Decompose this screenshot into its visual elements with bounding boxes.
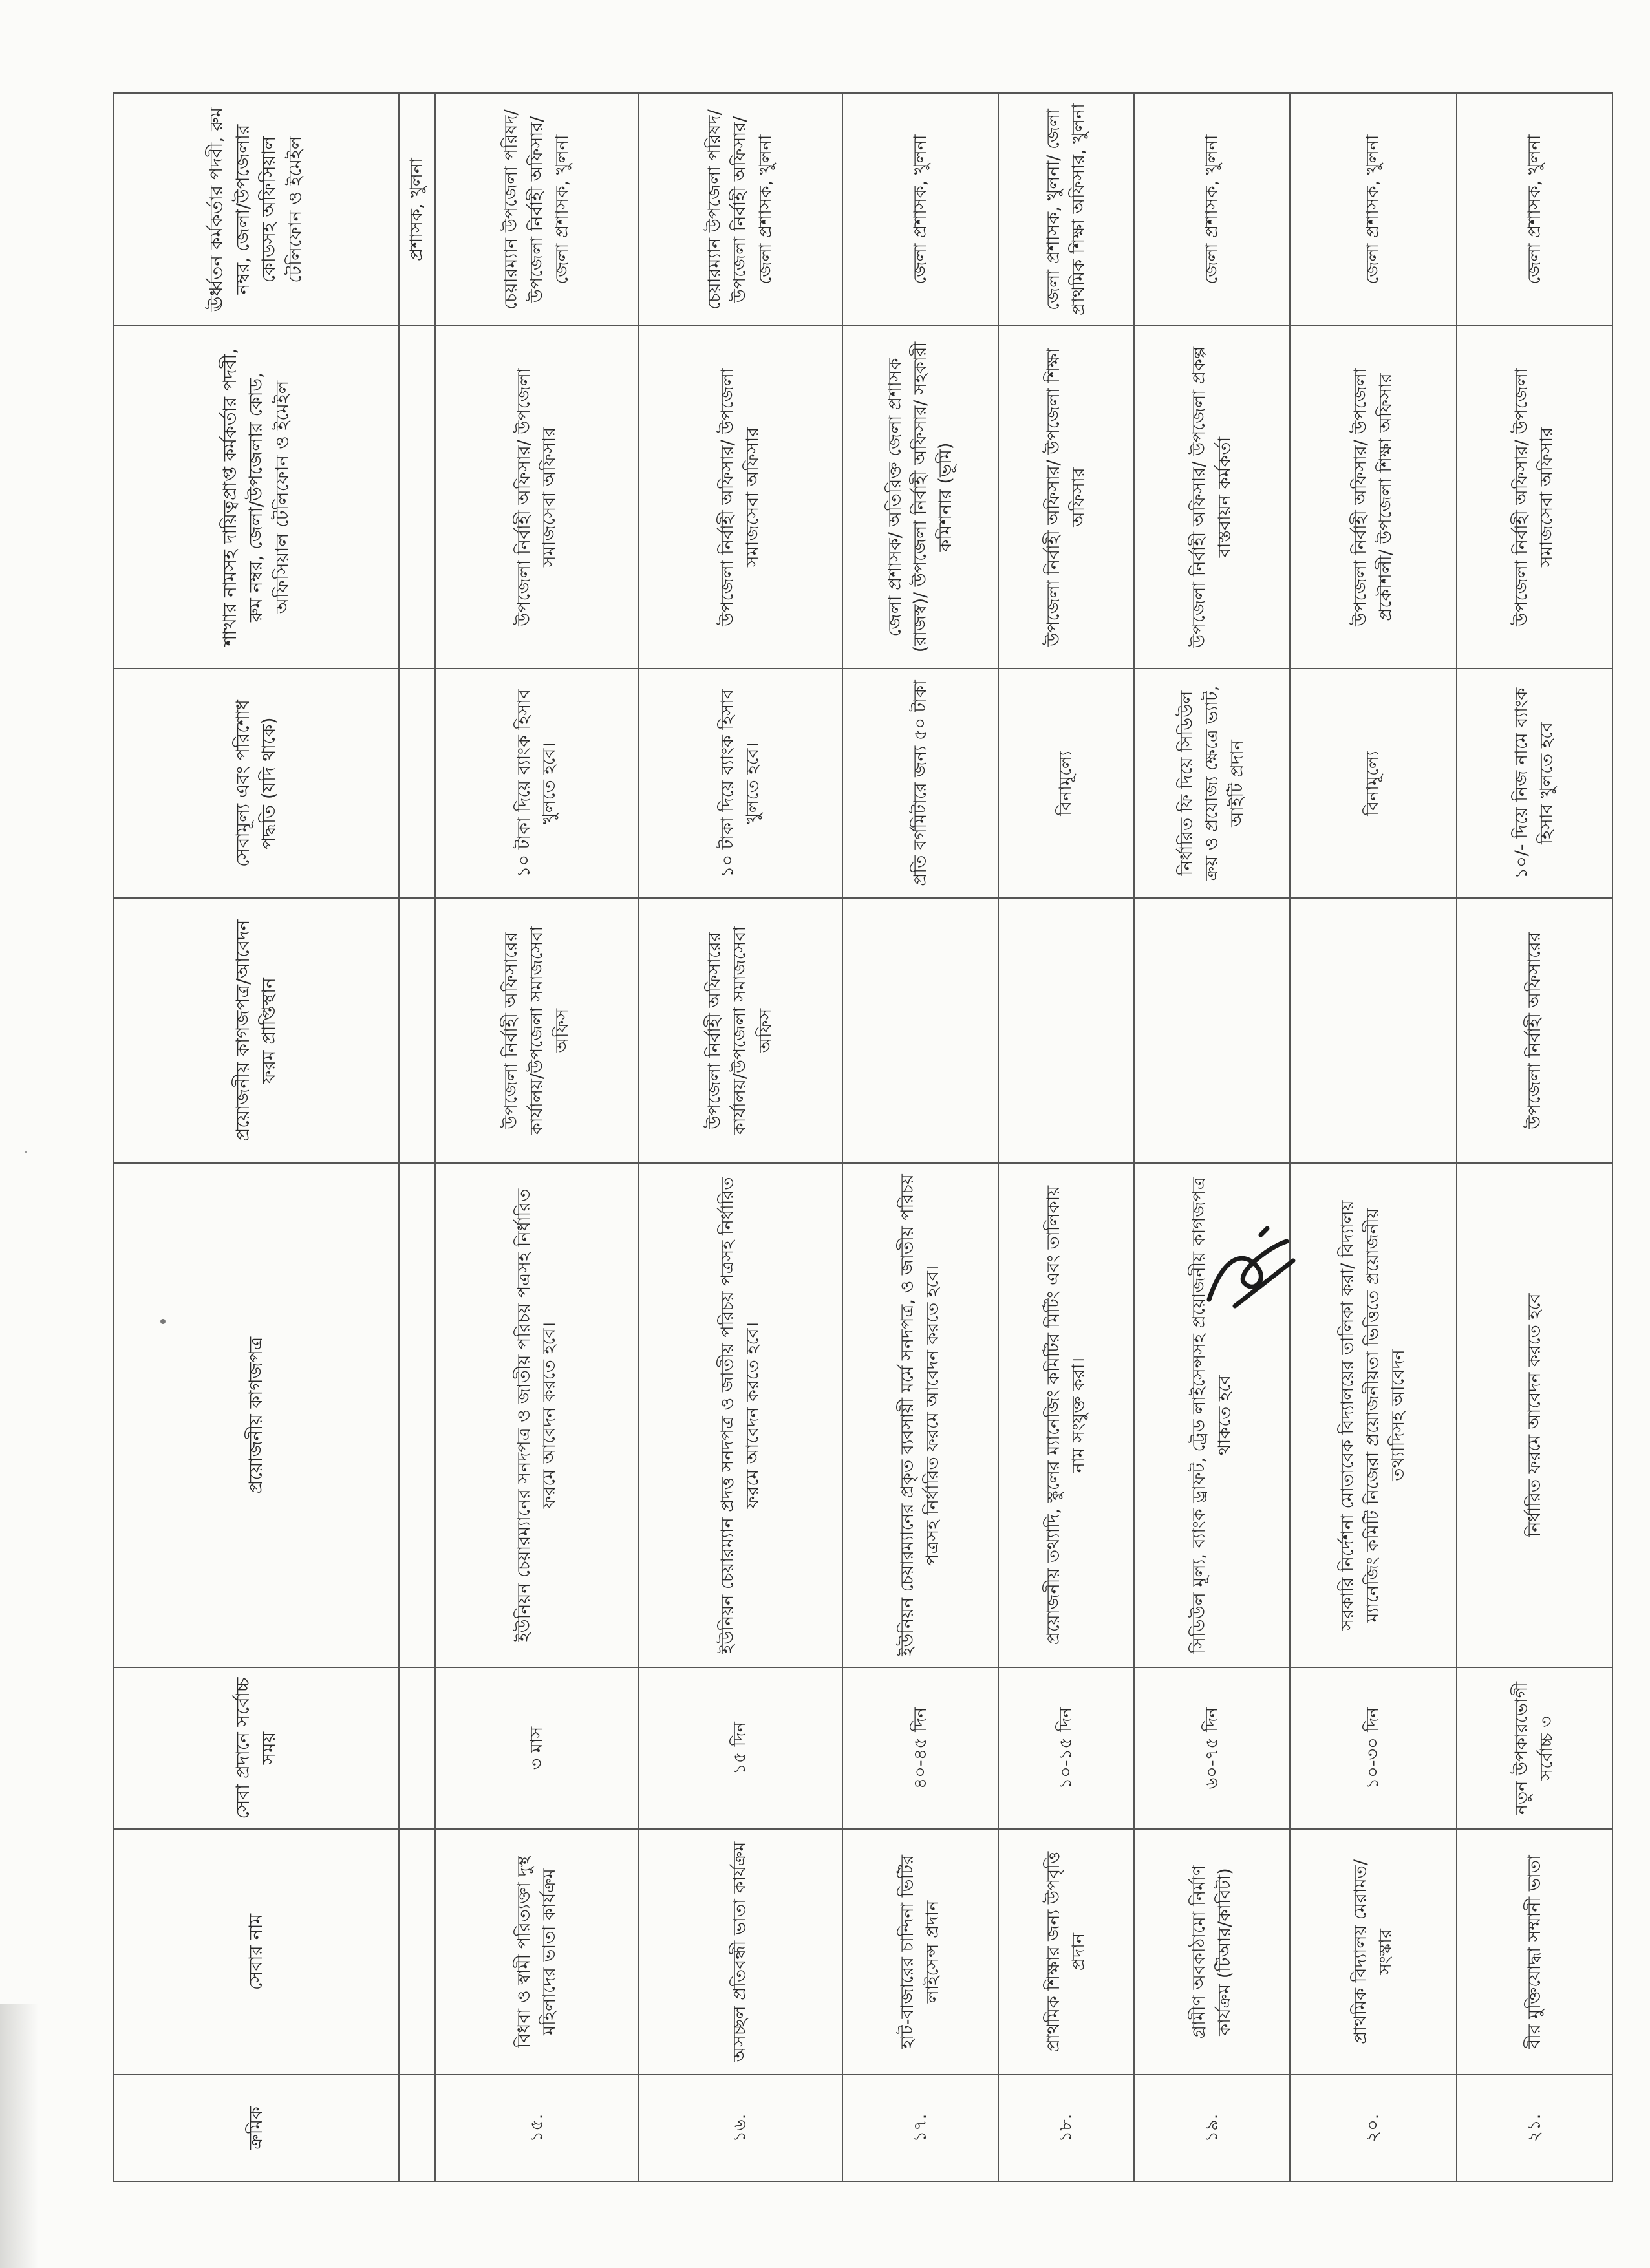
row-max-time: ৩ মাস xyxy=(435,1667,639,1829)
header-serial: ক্রমিক xyxy=(114,2075,399,2181)
row-superior: জেলা প্রশাসক, খুলনা xyxy=(1457,93,1612,326)
row-superior: জেলা প্রশাসক, খুলনা xyxy=(1134,93,1290,326)
table-row xyxy=(639,93,842,2181)
row-forms xyxy=(1290,898,1456,1163)
row-fee: ১০ টাকা দিয়ে ব্যাংক হিসাব খুলতে হবে। xyxy=(639,669,842,898)
row-serial: ১৬. xyxy=(639,2075,842,2181)
row-serial: ১৯. xyxy=(1134,2075,1290,2181)
row-fee: বিনামূল্যে xyxy=(998,669,1134,898)
row-fee: প্রতি বর্গমিটারে জন্য ৫০ টাকা xyxy=(842,669,998,898)
row-officer: উপজেলা নির্বাহী অফিসার/ উপজেলা সমাজসেবা অফিসার xyxy=(639,326,842,669)
carry-over-superior: প্রশাসক, খুলনা xyxy=(399,93,435,326)
header-forms: প্রয়োজনীয় কাগজপত্র/আবেদন ফরম প্রাপ্তিস্থান xyxy=(114,898,399,1163)
service-table xyxy=(113,92,1613,2182)
table-cell xyxy=(399,2075,435,2181)
row-officer: উপজেলা নির্বাহী অফিসার/ উপজেলা প্রকৌশলী/ উপজেলা শিক্ষা অফিসার xyxy=(1290,326,1456,669)
row-forms xyxy=(842,898,998,1163)
row-documents: ইউনিয়ন চেয়ারম্যানের সনদপত্র ও জাতীয় পরিচয় পত্রসহ নির্ধারিত ফরমে আবেদন করতে হবে। xyxy=(435,1163,639,1667)
row-fee: বিনামূল্যে xyxy=(1290,669,1456,898)
header-fee: সেবামূল্য এবং পরিশোধ পদ্ধতি (যদি থাকে) xyxy=(114,669,399,898)
row-officer: উপজেলা নির্বাহী অফিসার/ উপজেলা সমাজসেবা অফিসার xyxy=(435,326,639,669)
row-max-time: নতুন উপকারভোগী সর্বোচ্চ ৩ xyxy=(1457,1667,1612,1829)
row-superior: চেয়ারম্যান উপজেলা পরিষদ/ উপজেলা নির্বাহী অফিসার/ জেলা প্রশাসক, খুলনা xyxy=(435,93,639,326)
row-documents: ইউনিয়ন চেয়ারম্যান প্রদত্ত সনদপত্র ও জাতীয় পরিচয় পত্রসহ নির্ধারিত ফরমে আবেদন করতে হবে। xyxy=(639,1163,842,1667)
row-forms: উপজেলা নির্বাহী অফিসারের xyxy=(1457,898,1612,1163)
page-edge-shadow xyxy=(0,2004,39,2268)
row-max-time: ৪০-৪৫ দিন xyxy=(842,1667,998,1829)
row-documents: নির্ধারিত ফরমে আবেদন করতে হবে xyxy=(1457,1163,1612,1667)
row-service-name: অসচ্ছল প্রতিবন্ধী ভাতা কার্যক্রম xyxy=(639,1829,842,2075)
row-documents: সিডিউল মূল্য, ব্যাংক ড্রাফট, ট্রেড লাইসেন্সসহ প্রয়োজনীয় কাগজপত্র থাকতে হবে xyxy=(1134,1163,1290,1667)
table-cell xyxy=(399,898,435,1163)
row-officer: উপজেলা নির্বাহী অফিসার/ উপজেলা শিক্ষা অফিসার xyxy=(998,326,1134,669)
row-service-name: বিধবা ও স্বামী পরিত্যক্তা দুস্থ মহিলাদের ভাতা কার্যক্রম xyxy=(435,1829,639,2075)
citizen-charter-table-rotated xyxy=(113,94,1613,2182)
table-row xyxy=(1290,93,1456,2181)
row-service-name: প্রাথমিক শিক্ষার জন্য উপবৃত্তি প্রদান xyxy=(998,1829,1134,2075)
row-serial: ২০. xyxy=(1290,2075,1456,2181)
row-documents: সরকারি নির্দেশনা মোতাবেক বিদ্যালয়ের তালিকা করা/ বিদ্যালয় ম্যানেজিং কমিটি নিজেরা প্রয়োজনীয়তা ভিত্তিতে প্রয়োজনীয় তথ্যাদিসহ আবেদন xyxy=(1290,1163,1456,1667)
header-superior: ঊর্ধ্বতন কর্মকর্তার পদবী, রুম নম্বর, জেলা/উপজেলার কোডসহ অফিসিয়াল টেলিফোন ও ইমেইল xyxy=(114,93,399,326)
table-cell xyxy=(399,1829,435,2075)
table-row xyxy=(842,93,998,2181)
row-forms: উপজেলা নির্বাহী অফিসারের কার্যালয়/উপজেলা সমাজসেবা অফিস xyxy=(435,898,639,1163)
row-serial: ১৫. xyxy=(435,2075,639,2181)
table-row xyxy=(998,93,1134,2181)
header-row xyxy=(114,93,399,2181)
ink-speck xyxy=(25,1151,27,1153)
row-max-time: ৬০-৭৫ দিন xyxy=(1134,1667,1290,1829)
header-officer: শাখার নামসহ দায়িত্বপ্রাপ্ত কর্মকর্তার পদবী, রুম নম্বর, জেলা/উপজেলার কোড, অফিসিয়াল টেলিফোন ও ইমেইল xyxy=(114,326,399,669)
header-max-time: সেবা প্রদানে সর্বোচ্চ সময় xyxy=(114,1667,399,1829)
row-max-time: ১০-৩০ দিন xyxy=(1290,1667,1456,1829)
row-superior: জেলা প্রশাসক, খুলনা xyxy=(842,93,998,326)
row-officer: উপজেলা নির্বাহী অফিসার/ উপজেলা সমাজসেবা অফিসার xyxy=(1457,326,1612,669)
row-superior: জেলা প্রশাসক, খুলনা xyxy=(1290,93,1456,326)
row-service-name: বীর মুক্তিযোদ্ধা সম্মানী ভাতা xyxy=(1457,1829,1612,2075)
table-cell xyxy=(399,1667,435,1829)
row-officer: জেলা প্রশাসক/ অতিরিক্ত জেলা প্রশাসক (রাজস্ব)/ উপজেলা নির্বাহী অফিসার/ সহকারী কমিশনার (ভূমি) xyxy=(842,326,998,669)
row-serial: ১৮. xyxy=(998,2075,1134,2181)
row-superior: জেলা প্রশাসক, খুলনা/ জেলা প্রাথমিক শিক্ষা অফিসার, খুলনা xyxy=(998,93,1134,326)
row-documents: প্রয়োজনীয় তথ্যাদি, স্কুলের ম্যানেজিং কমিটির মিটিং এবং তালিকায় নাম সংযুক্ত করা। xyxy=(998,1163,1134,1667)
row-serial: ১৭. xyxy=(842,2075,998,2181)
header-documents: প্রয়োজনীয় কাগজপত্র xyxy=(114,1163,399,1667)
row-serial: ২১. xyxy=(1457,2075,1612,2181)
table-row xyxy=(1134,93,1290,2181)
table-row xyxy=(1457,93,1612,2181)
header-service-name: সেবার নাম xyxy=(114,1829,399,2075)
table-cell xyxy=(399,326,435,669)
row-service-name: গ্রামীণ অবকাঠামো নির্মাণ কার্যক্রম (টিআর/কাবিটা) xyxy=(1134,1829,1290,2075)
row-documents: ইউনিয়ন চেয়ারম্যানের প্রকৃত ব্যবসায়ী মর্মে সনদপত্র, ও জাতীয় পরিচয় পত্রসহ নির্ধারিত ফরমে আবেদন করতে হবে। xyxy=(842,1163,998,1667)
row-fee: ১০ টাকা দিয়ে ব্যাংক হিসাব খুলতে হবে। xyxy=(435,669,639,898)
row-fee: ১০/- দিয়ে নিজ নামে ব্যাংক হিসাব খুলতে হবে xyxy=(1457,669,1612,898)
row-service-name: প্রাথমিক বিদ্যালয় মেরামত/সংস্কার xyxy=(1290,1829,1456,2075)
row-forms xyxy=(1134,898,1290,1163)
carry-over-row xyxy=(399,93,435,2181)
row-fee: নির্ধারিত ফি দিয়ে সিডিউল ক্রয় ও প্রযোজ্য ক্ষেত্রে ভ্যাট, আইটি প্রদান xyxy=(1134,669,1290,898)
row-service-name: হাট-বাজারের চান্দিনা ভিটির লাইসেন্স প্রদান xyxy=(842,1829,998,2075)
row-superior: চেয়ারম্যান উপজেলা পরিষদ/ উপজেলা নির্বাহী অফিসার/ জেলা প্রশাসক, খুলনা xyxy=(639,93,842,326)
row-forms: উপজেলা নির্বাহী অফিসারের কার্যালয়/উপজেলা সমাজসেবা অফিস xyxy=(639,898,842,1163)
row-max-time: ১৫ দিন xyxy=(639,1667,842,1829)
table-cell xyxy=(399,669,435,898)
row-max-time: ১০-১৫ দিন xyxy=(998,1667,1134,1829)
table-row xyxy=(435,93,639,2181)
signature-initial xyxy=(1196,1222,1306,1319)
table-cell xyxy=(399,1163,435,1667)
row-officer: উপজেলা নির্বাহী অফিসার/ উপজেলা প্রকল্প বাস্তবায়ন কর্মকর্তা xyxy=(1134,326,1290,669)
row-forms xyxy=(998,898,1134,1163)
